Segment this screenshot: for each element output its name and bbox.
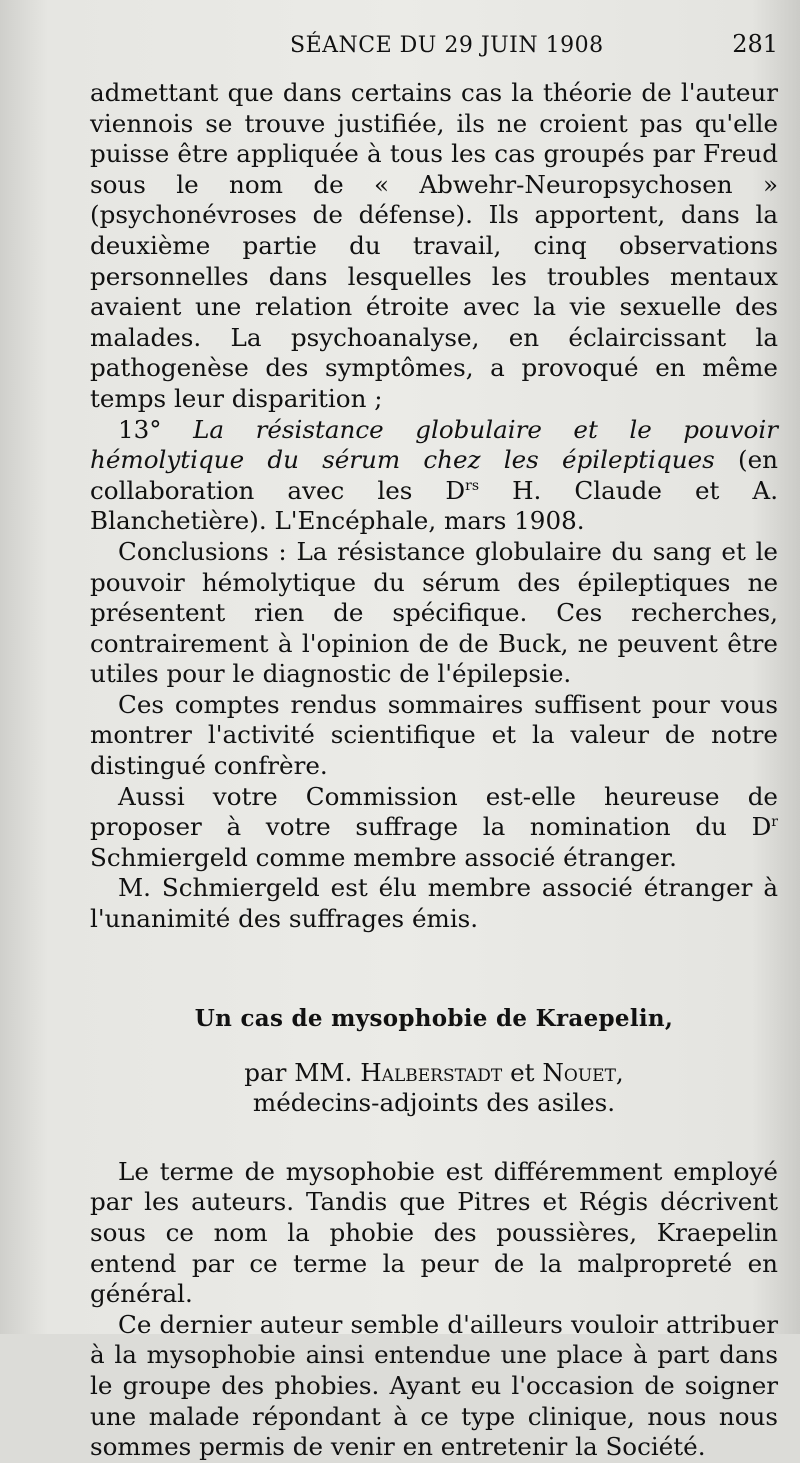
paragraph-5-sup: r bbox=[771, 814, 778, 831]
page-number: 281 bbox=[732, 30, 778, 58]
paragraph-3: Conclusions : La résistance globulaire du sang et le pouvoir hémolytique du sérum des épileptiques ne présentent rien de spécifique. Ces recherches, contrairement à l'opinion de de Buck, ne peuvent être utiles pour le diagnostic de l'épilepsie. bbox=[90, 536, 778, 689]
authors-prefix: par MM. bbox=[244, 1057, 353, 1087]
paragraph-8: Ce dernier auteur semble d'ailleurs vouloir attribuer à la mysophobie ainsi entendue une place à part dans le groupe des phobies. Ayant eu l'occasion de soigner une malade répondant à ce type clinique, nous nous sommes permis de venir en entretenir la Société. bbox=[90, 1309, 778, 1462]
work-title: La résistance globulaire et le pouvoir hémolytique du sérum chez les épileptiques bbox=[90, 414, 778, 475]
paragraph-2 bbox=[90, 415, 778, 537]
page-body bbox=[90, 78, 778, 935]
paragraph-7: Le terme de mysophobie est différemment employé par les auteurs. Tandis que Pitres et Régis décrivent sous ce nom la phobie des poussières, Kraepelin entend par ce terme la peur de la malpropreté en général. bbox=[90, 1156, 778, 1309]
item-number: 13° bbox=[118, 414, 162, 444]
authors-and: et bbox=[510, 1057, 535, 1087]
paragraph-5-b: Schmiergeld comme membre associé étranger. bbox=[90, 842, 677, 872]
authors-line bbox=[90, 1058, 778, 1089]
article-title: Un cas de mysophobie de Kraepelin, bbox=[194, 1004, 674, 1032]
affiliation: médecins-adjoints des asiles. bbox=[252, 1088, 616, 1118]
paragraph-5 bbox=[90, 782, 778, 874]
author-2: Nouet bbox=[542, 1057, 616, 1087]
running-head bbox=[90, 30, 778, 78]
article-authors bbox=[90, 1058, 778, 1119]
author-1: Halberstadt bbox=[360, 1057, 503, 1087]
authors-suffix: , bbox=[615, 1057, 624, 1087]
work-details-b: H. Claude et A. Blanchetière). L'Encéphale, mars 1908. bbox=[90, 475, 779, 536]
article-body bbox=[90, 1157, 778, 1463]
section-gap-2 bbox=[90, 1119, 778, 1157]
work-details-a: (en collaboration avec les D bbox=[90, 445, 778, 505]
section-gap bbox=[90, 935, 778, 973]
paragraph-5-a: Aussi votre Commission est-elle heureuse de proposer à votre suffrage la nomination du D bbox=[90, 781, 778, 842]
work-details-sup: rs bbox=[465, 477, 480, 494]
paragraph-4: Ces comptes rendus sommaires suffisent pour vous montrer l'activité scientifique et la valeur de notre distingué confrère. bbox=[90, 689, 778, 781]
running-title: SÉANCE DU 29 JUIN 1908 bbox=[290, 33, 604, 58]
paragraph-1: admettant que dans certains cas la théorie de l'auteur viennois se trouve justifiée, ils ne croient pas qu'elle puisse être appliquée à tous les cas groupés par Freud sous le nom de « Abwehr-Neuropsychosen » (psychonévroses de défense). Ils apportent, dans la deuxième partie du travail, cinq observations personnelles dans lesquelles les troubles mentaux avaient une relation étroite avec la vie sexuelle des malades. La psychoanalyse, en éclaircissant la pathogenèse des symptômes, a provoqué en même temps leur disparition ; bbox=[90, 78, 778, 413]
paragraph-6: M. Schmiergeld est élu membre associé étranger à l'unanimité des suffrages émis. bbox=[90, 873, 778, 934]
